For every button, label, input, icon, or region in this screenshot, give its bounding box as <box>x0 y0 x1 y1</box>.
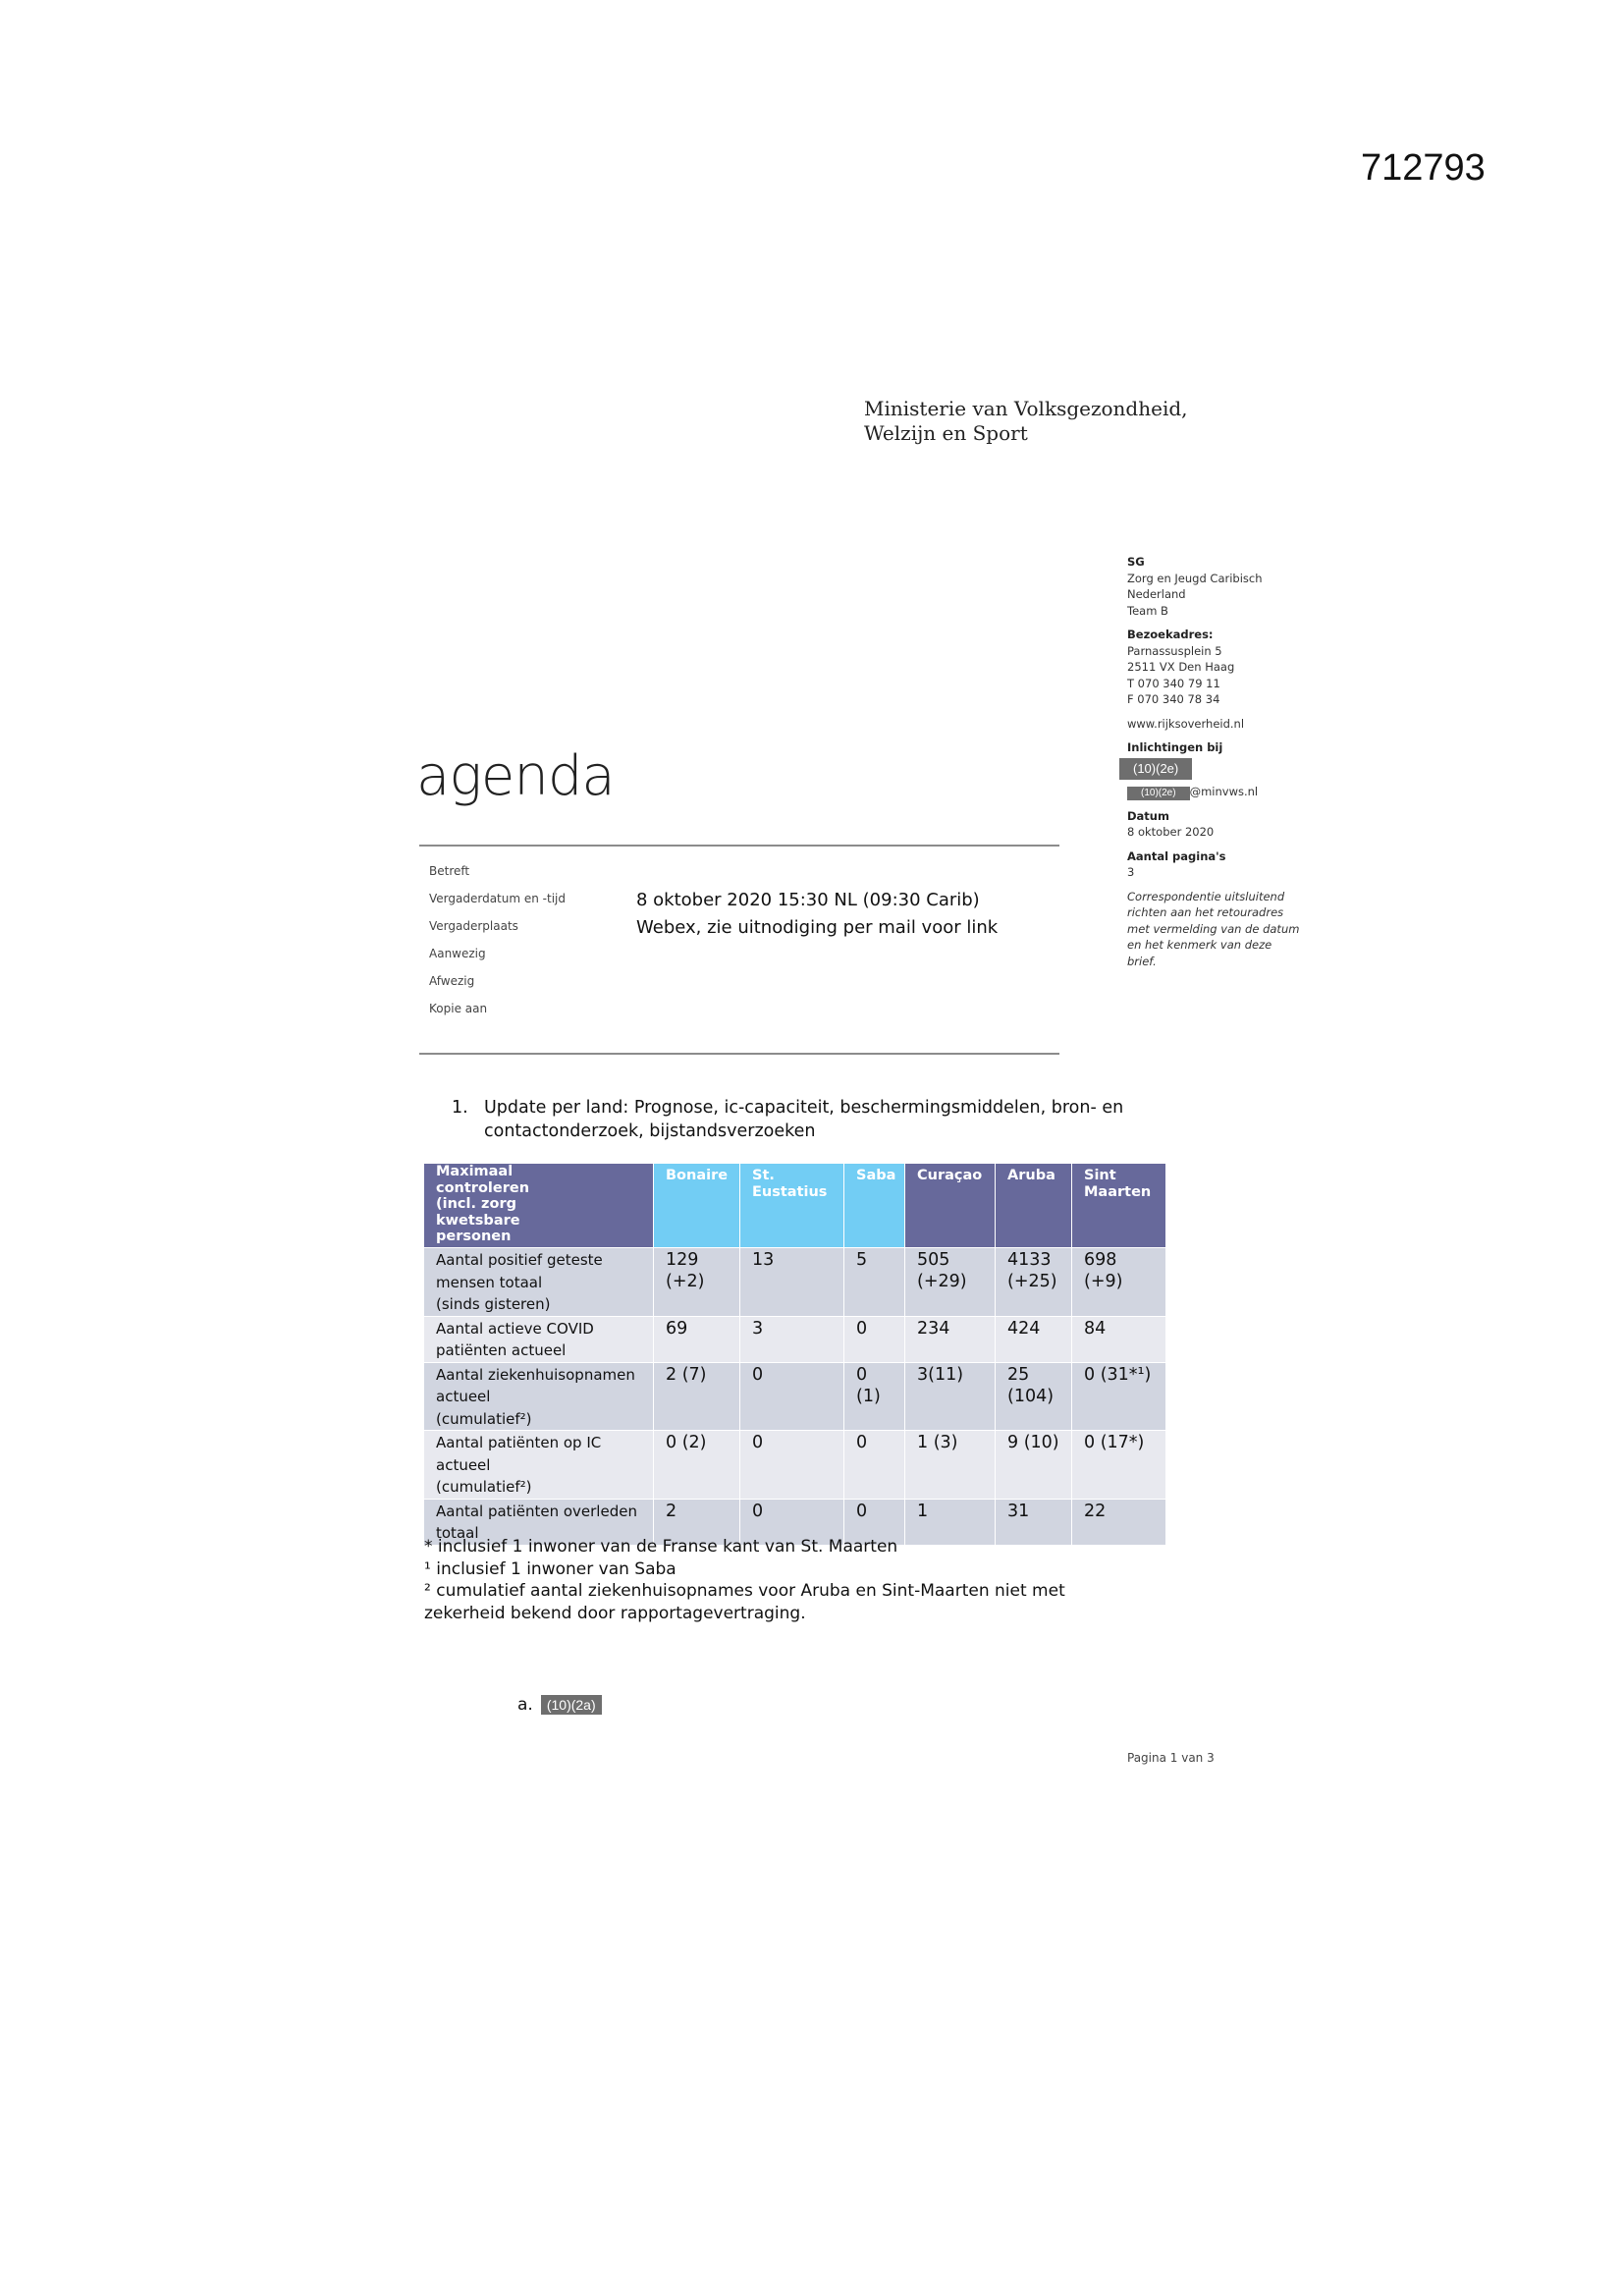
cell-value: 0 (17*) <box>1084 1433 1145 1452</box>
redaction-block: (10)(2a) <box>541 1695 602 1715</box>
row-label <box>424 1431 654 1500</box>
table-cell <box>844 1362 905 1431</box>
header-text: Aruba <box>1007 1168 1055 1183</box>
table-column-header <box>996 1164 1072 1248</box>
agenda-sub-item <box>517 1695 602 1715</box>
cell-value: 1 (3) <box>917 1433 958 1452</box>
row-label-text: Aantal positief geteste <box>436 1251 603 1269</box>
header-text: Maximaal <box>436 1164 514 1179</box>
meta-label-subject: Betreft <box>429 864 470 878</box>
sidebar-dept-line: Nederland <box>1127 587 1186 601</box>
cell-value: 0 <box>752 1433 764 1452</box>
cell-value: 4133 <box>1007 1250 1052 1270</box>
table-cell <box>654 1431 740 1500</box>
cell-value: 129 <box>666 1250 699 1270</box>
table-cell <box>654 1316 740 1362</box>
row-label-text: (cumulatief²) <box>436 1478 532 1496</box>
sidebar-address-line: Parnassusplein 5 <box>1127 643 1222 658</box>
table-cell <box>996 1316 1072 1362</box>
table-column-header <box>844 1164 905 1248</box>
agenda-item-text: Update per land: Prognose, ic-capaciteit, beschermingsmiddelen, bron- en <box>484 1098 1124 1118</box>
table-row <box>424 1431 1166 1500</box>
sidebar-correspondence-line: Correspondentie uitsluitend <box>1127 889 1285 903</box>
table-footnotes <box>424 1536 1131 1624</box>
cell-value: (104) <box>1007 1386 1055 1406</box>
header-text: kwetsbare <box>436 1212 520 1229</box>
header-text: Eustatius <box>752 1184 828 1200</box>
table-cell <box>1072 1431 1166 1500</box>
sidebar-correspondence-line: met vermelding van de datum <box>1127 921 1300 936</box>
sidebar-info-heading: Inlichtingen bij <box>1127 740 1223 754</box>
covid-stats-table <box>423 1163 1166 1546</box>
table-cell <box>996 1431 1072 1500</box>
sidebar-address-line: F 070 340 78 34 <box>1127 692 1220 706</box>
table-cell <box>1072 1248 1166 1317</box>
row-label <box>424 1316 654 1362</box>
table-row <box>424 1362 1166 1431</box>
cell-value: 31 <box>1007 1501 1030 1521</box>
header-text: personen <box>436 1229 512 1244</box>
document-number: 712793 <box>1361 147 1486 189</box>
cell-value: 698 <box>1084 1250 1117 1270</box>
sidebar-correspondence-line: richten aan het retouradres <box>1127 905 1284 919</box>
row-label-text: Aantal ziekenhuisopnamen <box>436 1365 635 1384</box>
cell-value: (+9) <box>1084 1272 1123 1291</box>
agenda-item-text: contactonderzoek, bijstandsverzoeken <box>484 1121 816 1141</box>
header-text: Sint <box>1084 1168 1116 1183</box>
divider <box>419 845 1059 847</box>
sidebar-date-value: 8 oktober 2020 <box>1127 825 1215 839</box>
row-label-text: totaal <box>436 1524 479 1542</box>
table-column-header <box>1072 1164 1166 1248</box>
redaction-block: (10)(2e) <box>1119 758 1192 780</box>
footnote: zekerheid bekend door rapportagevertraging. <box>424 1603 806 1623</box>
cell-value: 9 (10) <box>1007 1433 1059 1452</box>
sidebar-colophon <box>1127 554 1422 969</box>
cell-value: 0 <box>856 1433 868 1452</box>
header-text: (incl. zorg <box>436 1196 516 1212</box>
table-cell <box>905 1362 996 1431</box>
page-number: Pagina 1 van 3 <box>1127 1751 1215 1765</box>
table-cell <box>844 1316 905 1362</box>
cell-value: 3(11) <box>917 1364 964 1385</box>
ministry-logo-text <box>864 397 1188 446</box>
table-row <box>424 1316 1166 1362</box>
cell-value: 13 <box>752 1250 775 1270</box>
row-label <box>424 1248 654 1317</box>
cell-value: 1 <box>917 1501 929 1521</box>
row-label-text: Aantal patiënten op IC <box>436 1434 602 1451</box>
cell-value: 0 <box>752 1501 764 1521</box>
table-cell <box>654 1248 740 1317</box>
cell-value: 2 <box>666 1501 677 1521</box>
cell-value: 69 <box>666 1318 688 1339</box>
footnote: * inclusief 1 inwoner van de Franse kant van St. Maarten <box>424 1537 898 1557</box>
row-label <box>424 1362 654 1431</box>
cell-value: 0 (31*¹) <box>1084 1364 1152 1385</box>
header-text: Bonaire <box>666 1168 729 1183</box>
table-cell <box>996 1362 1072 1431</box>
table-column-header <box>905 1164 996 1248</box>
row-label-text: patiënten actueel <box>436 1341 567 1359</box>
meta-value-location: Webex, zie uitnodiging per mail voor link <box>636 917 999 938</box>
cell-value: 22 <box>1084 1501 1107 1521</box>
sidebar-pages-heading: Aantal pagina's <box>1127 848 1226 863</box>
cell-value: (+29) <box>917 1272 967 1291</box>
divider <box>419 1053 1059 1055</box>
table-header-row <box>424 1164 1166 1248</box>
cell-value: 424 <box>1007 1318 1041 1339</box>
header-text: controleren <box>436 1179 530 1196</box>
table-cell <box>905 1248 996 1317</box>
table-cell <box>905 1431 996 1500</box>
row-label-text: mensen totaal <box>436 1273 543 1291</box>
cell-value: 0 (2) <box>666 1433 707 1452</box>
ministry-line-1: Ministerie van Volksgezondheid, <box>864 397 1188 420</box>
page-title: agenda <box>416 744 615 808</box>
cell-value: 2 (7) <box>666 1364 707 1385</box>
row-label-text: Aantal patiënten overleden <box>436 1502 637 1520</box>
cell-value: (+2) <box>666 1272 705 1291</box>
sidebar-email-suffix: @minvws.nl <box>1189 784 1259 798</box>
cell-value: 234 <box>917 1318 950 1339</box>
sidebar-dept-line: Zorg en Jeugd Caribisch <box>1127 571 1263 585</box>
meta-label-present: Aanwezig <box>429 947 486 960</box>
row-label-text: actueel <box>436 1388 491 1405</box>
sidebar-address-line: T 070 340 79 11 <box>1127 676 1220 690</box>
cell-value: 3 <box>752 1318 764 1339</box>
table-cell <box>740 1248 844 1317</box>
agenda-item <box>452 1096 1139 1143</box>
sidebar-dept-heading: SG <box>1127 555 1145 569</box>
table-cell <box>844 1248 905 1317</box>
table-cell <box>654 1362 740 1431</box>
cell-value: 84 <box>1084 1318 1107 1339</box>
sidebar-dept-line: Team B <box>1127 603 1168 618</box>
header-text: Maarten <box>1084 1184 1152 1200</box>
table-row <box>424 1248 1166 1317</box>
header-text: Curaçao <box>917 1168 983 1183</box>
meta-value-datetime: 8 oktober 2020 15:30 NL (09:30 Carib) <box>636 890 980 910</box>
meta-label-absent: Afwezig <box>429 974 475 988</box>
header-text: St. <box>752 1168 775 1183</box>
table-cell <box>740 1431 844 1500</box>
cell-value: 5 <box>856 1250 868 1270</box>
agenda-item-number: 1. <box>452 1098 468 1118</box>
sidebar-correspondence-line: en het kenmerk van deze <box>1127 938 1272 952</box>
cell-value: 0 (1) <box>856 1364 881 1406</box>
row-label-text: Aantal actieve COVID <box>436 1319 594 1338</box>
table-cell <box>844 1431 905 1500</box>
cell-value: 0 <box>856 1501 868 1521</box>
table-cell <box>1072 1362 1166 1431</box>
table-cell <box>1072 1316 1166 1362</box>
row-label-text: actueel <box>436 1455 491 1474</box>
header-text: Saba <box>856 1168 896 1183</box>
meta-label-location: Vergaderplaats <box>429 919 518 933</box>
table-header-rowhead <box>424 1164 654 1248</box>
cell-value: 0 <box>856 1318 868 1339</box>
sidebar-address-line: 2511 VX Den Haag <box>1127 660 1235 674</box>
table-cell <box>905 1316 996 1362</box>
footnote: ¹ inclusief 1 inwoner van Saba <box>424 1558 676 1579</box>
footnote: ² cumulatief aantal ziekenhuisopnames voor Aruba en Sint-Maarten niet met <box>424 1581 1065 1601</box>
cell-value: 25 <box>1007 1364 1030 1385</box>
redaction-block: (10)(2e) <box>1127 787 1190 800</box>
sidebar-pages-value: 3 <box>1127 865 1135 879</box>
sidebar-date-heading: Datum <box>1127 808 1169 823</box>
row-label-text: (cumulatief²) <box>436 1409 532 1428</box>
cell-value: 505 <box>917 1250 950 1270</box>
table-column-header <box>654 1164 740 1248</box>
meta-label-datetime: Vergaderdatum en -tijd <box>429 892 566 905</box>
sidebar-website-link[interactable]: www.rijksoverheid.nl <box>1127 716 1245 731</box>
table-column-header <box>740 1164 844 1248</box>
sidebar-address-heading: Bezoekadres: <box>1127 628 1214 641</box>
table-cell <box>996 1248 1072 1317</box>
cell-value: (+25) <box>1007 1272 1057 1291</box>
row-label-text: (sinds gisteren) <box>436 1295 551 1313</box>
meta-label-copy: Kopie aan <box>429 1002 488 1015</box>
table-cell <box>740 1362 844 1431</box>
sub-item-marker: a. <box>517 1695 533 1715</box>
table-cell <box>740 1316 844 1362</box>
ministry-line-2: Welzijn en Sport <box>864 421 1028 445</box>
cell-value: 0 <box>752 1364 764 1385</box>
sidebar-correspondence-line: brief. <box>1127 954 1157 968</box>
